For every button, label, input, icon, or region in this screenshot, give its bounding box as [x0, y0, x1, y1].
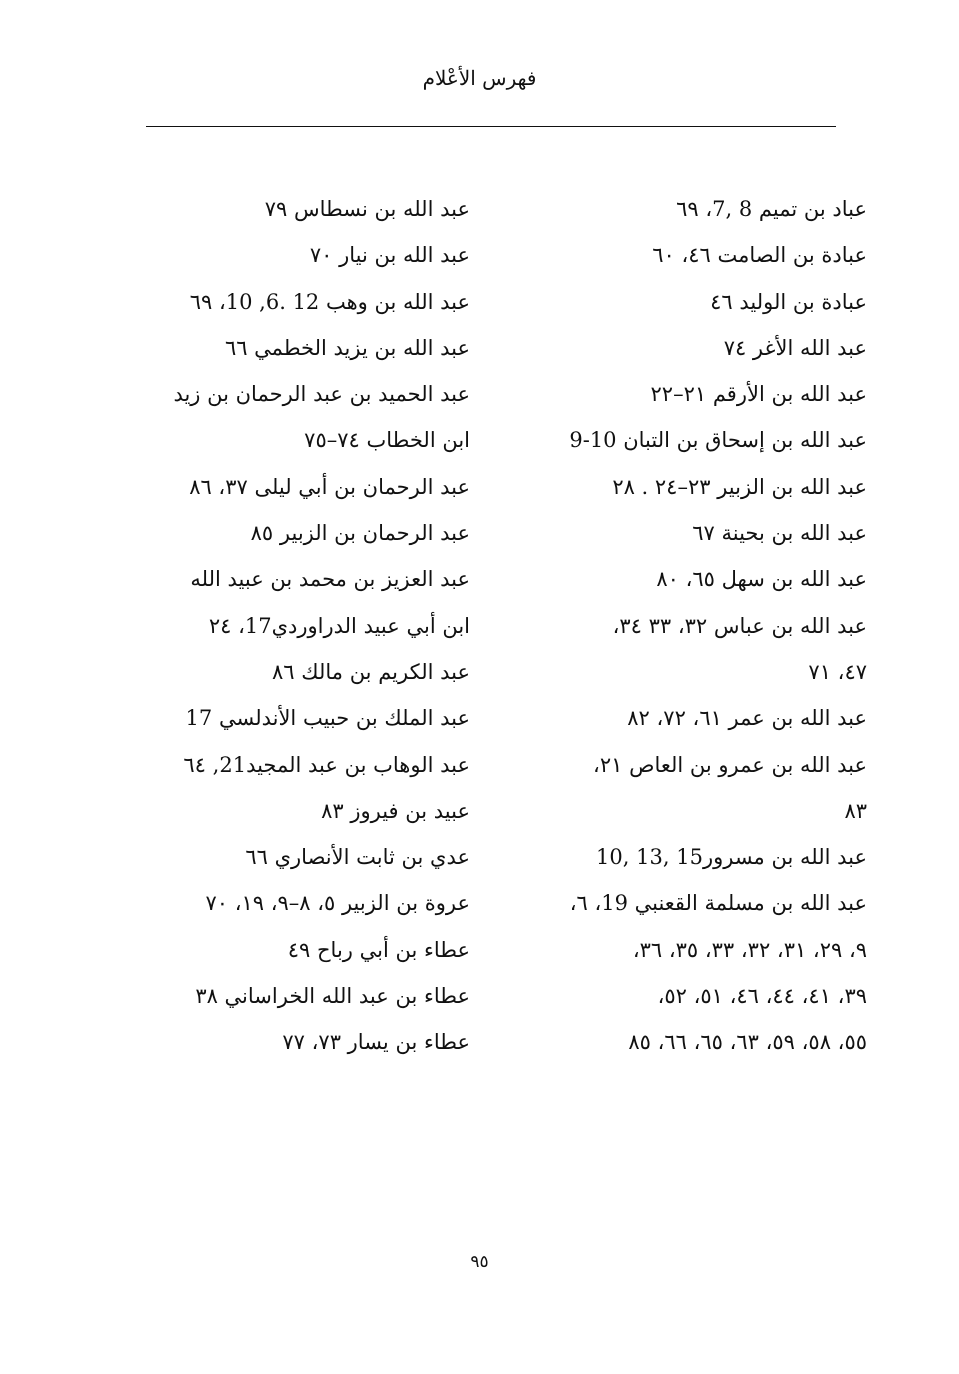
index-entry: عطاء بن يسار ٧٣، ٧٧	[282, 1030, 470, 1055]
index-entry: عبد الرحمان بن أبي ليلى ٣٧، ٨٦	[189, 474, 470, 499]
index-entry: عبد الكريم بن مالك ٨٦	[272, 659, 470, 684]
index-entry: عبد الله بن وهب 12 .6, 10، ٦٩	[189, 289, 470, 314]
index-entry: ٩، ٢٩، ٣١، ٣٢، ٣٣، ٣٥، ٣٦،	[632, 937, 867, 962]
index-entry: ابن أبي عبيد الدراوردي17، ٢٤	[208, 613, 470, 638]
index-entry: عبد الله بن مسرور15 ,13 ,10	[596, 845, 867, 870]
index-column-left	[130, 186, 470, 1066]
index-entry: عبد الله الأغر ٧٤	[723, 335, 867, 360]
index-entry: عبد الحميد بن عبد الرحمان بن زيد	[173, 382, 470, 407]
index-entry: عبيد بن فيروز ٨٣	[321, 798, 470, 823]
index-entry: عروة بن الزبير ٥، ٨–٩، ١٩، ٧٠	[205, 891, 470, 916]
header-rule	[146, 126, 836, 127]
running-head-title: فهرس الأعْلام	[422, 66, 537, 90]
index-entry: عبادة بن الصامت ٤٦، ٦٠	[652, 243, 867, 268]
index-entry: عبد الوهاب بن عبد المجيد21, ٦٤	[183, 752, 470, 777]
index-entry: ٥٥، ٥٨، ٥٩، ٦٣، ٦٥، ٦٦، ٨٥	[628, 1030, 867, 1055]
index-entry: عبد الله بن الأرقم ٢١–٢٢	[650, 382, 867, 407]
index-entry: عبد العزيز بن محمد بن عبيد الله	[190, 567, 470, 592]
index-entry: عبادة بن الوليد ٤٦	[710, 289, 867, 314]
index-entry: عبد الله بن مسلمة القعنبي 19، ٦،	[569, 891, 867, 916]
index-entry: عبد الله بن عباس ٣٢، ٣٣ ٣٤،	[612, 613, 867, 638]
index-entry: ٣٩، ٤١، ٤٤، ٤٦، ٥١، ٥٢،	[657, 984, 867, 1009]
index-entry: عدي بن ثابت الأنصاري ٦٦	[245, 845, 470, 870]
index-entry: عبد الله بن سهل ٦٥، ٨٠	[656, 567, 867, 592]
index-entry: عبد الله بن يزيد الخطمي ٦٦	[224, 335, 470, 360]
index-entry: عبد الله بن نيار ٧٠	[309, 243, 470, 268]
index-entry: عبد الله بن بحينة ٦٧	[692, 521, 867, 546]
index-entry: عباد بن تميم 8 ,7، ٦٩	[676, 197, 867, 221]
index-entry: عبد الله بن إسحاق بن التبان 10-9	[569, 428, 867, 453]
index-entry: ٨٣	[844, 798, 867, 823]
index-column-right	[527, 186, 867, 1066]
index-entry: عطاء بن عبد الله الخراساني ٣٨	[195, 984, 470, 1009]
index-entry: ٤٧، ٧١	[808, 659, 867, 684]
index-entry: عبد الله بن نسطاس ٧٩	[264, 197, 470, 221]
index-entry: عبد الرحمان بن الزبير ٨٥	[250, 521, 470, 546]
index-entry: عطاء بن أبي رباح ٤٩	[287, 937, 470, 962]
index-entry: عبد الله بن عمر ٦١، ٧٢، ٨٢	[627, 706, 867, 731]
index-entry: عبد الله بن الزبير ٢٣–٢٤ . ٢٨	[612, 474, 867, 499]
index-entry: عبد الله بن عمرو بن العاص ٢١،	[593, 752, 867, 777]
page-number: ٩٥	[470, 1252, 489, 1272]
index-entry: ابن الخطاب ٧٤–٧٥	[304, 428, 470, 453]
index-entry: عبد الملك بن حبيب الأندلسي 17	[185, 706, 470, 731]
